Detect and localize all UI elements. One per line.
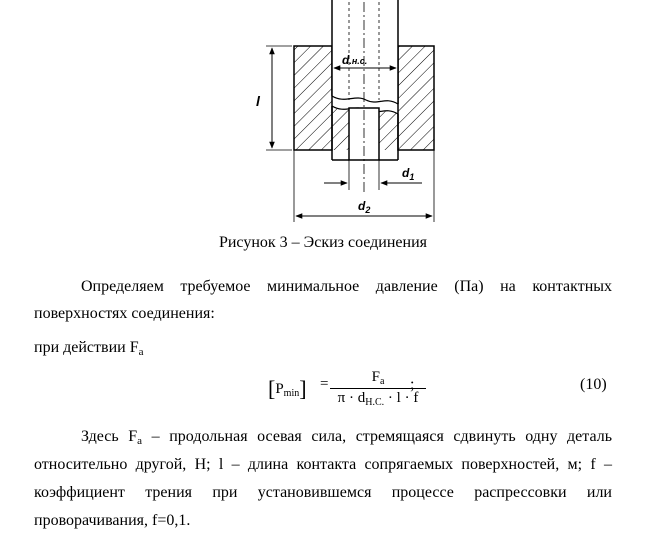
- formula-equals: =: [320, 376, 329, 392]
- paragraph-line: относительно другой, Н; l – длина контакта сопрягаемых поверхностей, м; f –: [34, 456, 612, 473]
- formula-pmin: [268, 368, 428, 414]
- formula-lhs: $[P_{min}]$: [268, 376, 307, 401]
- paragraph-line: Определяем требуемое минимальное давление (Па) на контактных: [81, 278, 612, 295]
- dimension-l: [256, 46, 292, 150]
- paragraph-line: проворачивания, f=0,1.: [34, 512, 191, 529]
- label-d1: $d_1$: [402, 166, 415, 182]
- paragraph-line: Здесь Fa – продольная осевая сила, стремящаяся сдвинуть одну деталь: [81, 428, 612, 447]
- under-action-line: при действии Fa: [34, 339, 144, 358]
- paragraph-line: коэффициент трения при установившемся процессе распрессовки или: [34, 484, 612, 501]
- label-d2: $d_2$: [358, 199, 371, 215]
- paragraph-line: поверхностях соединения:: [34, 305, 215, 322]
- label-l: l: [256, 93, 260, 109]
- upper-shaft: [332, 0, 398, 104]
- dimension-d1: [324, 160, 422, 190]
- label-dnc: d.н.с.: [342, 53, 368, 67]
- formula-semicolon: ;: [410, 376, 415, 393]
- formula-denominator: $\pi \cdot d_{Н.С.} \cdot l \cdot f$: [337, 390, 419, 408]
- formula-numerator: $F_a$: [371, 369, 385, 387]
- lower-shaft: [332, 106, 398, 160]
- connection-sketch: [0, 0, 646, 240]
- equation-number: (10): [580, 376, 607, 393]
- figure-caption: Рисунок 3 – Эскиз соединения: [218, 234, 428, 251]
